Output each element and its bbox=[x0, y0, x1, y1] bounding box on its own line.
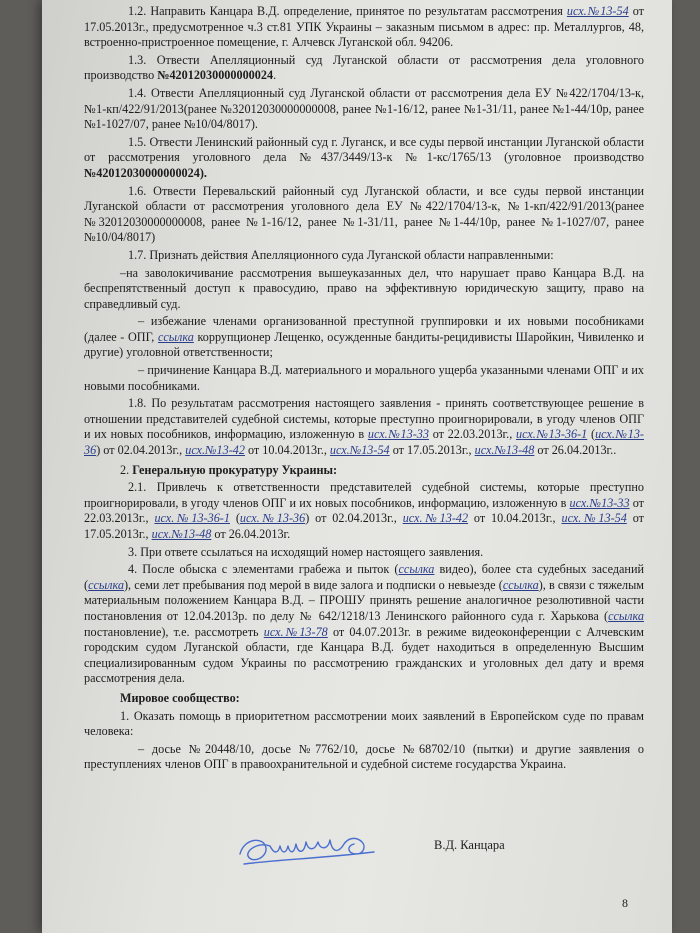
text-run: 1.7. Признать действия Апелляционного суда Луганской области направленными: bbox=[128, 247, 554, 262]
paragraph bbox=[84, 545, 644, 561]
text-run: ( bbox=[229, 511, 240, 526]
text-run: –на заволокичивание рассмотрения вышеуказанных дел, что нарушает право Канцара В.Д. на беспрепятственный доступ к правосудию, право на эффективную юридическую защиту, право на справедливый суд. bbox=[84, 265, 644, 311]
paragraph bbox=[84, 463, 644, 479]
reference-link[interactable]: исх.№13-54 bbox=[329, 443, 390, 458]
reference-link[interactable]: исх.№13-42 bbox=[185, 443, 245, 458]
text-run: ), в связи с тяжелым материальным положением Канцара В.Д. – ПРОШУ принять решение аналогичное резолютивной части постановления от 12.04.2013р. по делу № 642/1218/13 Ленинского районного суда г. Харькова ( bbox=[84, 577, 644, 623]
paragraph bbox=[84, 4, 644, 51]
bold-text: Мировое сообщество: bbox=[120, 690, 240, 705]
text-run: ) от 02.04.2013г., bbox=[96, 443, 186, 458]
text-run: от 17.05.2013г., предусмотренное ч.3 ст.81 УПК Украины – заказным письмом в адрес: пр. Металлургов, 48, встроенно-пристроенное помещение, г. Алчевск Луганской обл. 94206. bbox=[84, 4, 644, 50]
text-run: 1.3. Отвести Апелляционный суд Луганской области от рассмотрения дела уголовного производство bbox=[84, 52, 644, 83]
reference-link[interactable]: ссылка bbox=[88, 577, 124, 592]
text-run: ), семи лет пребывания под мерой в виде залога и подписки о невыезде ( bbox=[123, 577, 503, 592]
reference-link[interactable]: исх.№13-42 bbox=[402, 511, 469, 526]
page-number: 8 bbox=[622, 896, 628, 910]
paragraph bbox=[84, 314, 644, 361]
paragraph bbox=[84, 184, 644, 246]
reference-link[interactable]: исх.№13-36-1 bbox=[154, 511, 230, 526]
paragraph bbox=[84, 742, 644, 773]
signatory-name: В.Д. Канцара bbox=[434, 838, 505, 852]
text-run: от 10.04.2013г., bbox=[468, 511, 562, 526]
text-run: от 22.03.2013г., bbox=[428, 427, 516, 442]
paragraph bbox=[84, 562, 644, 687]
signature-block bbox=[234, 824, 564, 874]
reference-link[interactable]: исх.№13-54 bbox=[561, 511, 627, 526]
paragraph bbox=[84, 135, 644, 182]
paragraph bbox=[84, 53, 644, 84]
text-run: от 04.07.2013г. в режиме видеоконференции с Алчевским городским судом Луганской области, где Канцара В.Д. будет находиться в определенную Высшим специализированным судом Украины по рассмотрению гражданских и уголовных дел дату и время рассмотрения дела. bbox=[84, 624, 644, 686]
text-run: 1.5. Отвести Ленинский районный суд г. Луганск, и все суды первой инстанции Луганской области от рассмотрения уголовного дела №437/3449/13-к №1-кс/1765/13 (уголовное производство bbox=[84, 134, 644, 165]
paragraph bbox=[84, 480, 644, 542]
reference-link[interactable]: исх.№13-36-1 bbox=[516, 427, 588, 442]
bold-text: №42012030000000024). bbox=[84, 165, 207, 180]
text-run: 1.6. Отвести Перевальский районный суд Луганской области, и все суды первой инстанции Луганской области от рассмотрения уголовного дела ЕУ №422/1704/13-к, №1-кп/422/91/2013(ранее №32012030000000008, ранее №1-16/12, ранее №1-31/11, ранее №1-44/10р, ранее №1-1027/07, ранее №10/04/8017) bbox=[84, 183, 644, 245]
text-run: постановление), т.е. рассмотреть bbox=[84, 624, 264, 639]
text-run: 3. При ответе ссылаться на исходящий номер настоящего заявления. bbox=[128, 544, 484, 559]
text-run: от 26.04.2013г. bbox=[211, 527, 291, 541]
bold-text: №42012030000000024 bbox=[157, 68, 274, 83]
reference-link[interactable]: ссылка bbox=[157, 329, 194, 344]
text-run: ( bbox=[587, 427, 596, 442]
text-run: от 22.03.2013г., bbox=[84, 495, 644, 526]
reference-link[interactable]: исх.№13-48 bbox=[151, 527, 212, 541]
text-run: – досье №20448/10, досье №7762/10, досье №68702/10 (пытки) и другие заявления о преступлениях членов ОПГ в правоохранительной и судебной системе государства Украина. bbox=[84, 741, 644, 772]
document-page bbox=[42, 0, 672, 933]
text-run: 1.8. По результатам рассмотрения настоящего заявления - принять соответствующее решение в отношении представителей судебной системы, которые преступно проигнорировали, в угоду членов ОПГ и их новых пособников, информацию, изложенную в bbox=[84, 396, 644, 442]
text-run: ) от 02.04.2013г., bbox=[305, 511, 403, 526]
reference-link[interactable]: исх.№13-36 bbox=[84, 427, 644, 458]
text-run: . bbox=[273, 68, 277, 83]
handwritten-signature bbox=[234, 824, 384, 870]
document-body bbox=[84, 4, 644, 775]
text-run: 1.2. Направить Канцара В.Д. определение, принятое по результатам рассмотрения bbox=[128, 4, 567, 18]
reference-link[interactable]: исх.№13-54 bbox=[566, 4, 629, 18]
text-run: от 17.05.2013г., bbox=[84, 511, 644, 541]
text-run: 2. bbox=[120, 462, 133, 477]
text-run: от 10.04.2013г., bbox=[244, 443, 330, 458]
text-run: 1. Оказать помощь в приоритетном рассмотрении моих заявлений в Европейском суде по правам человека: bbox=[84, 708, 644, 739]
paragraph bbox=[84, 248, 644, 264]
text-run: – причинение Канцара В.Д. материального и морального ущерба указанными членами ОПГ и их новыми пособниками. bbox=[84, 363, 644, 393]
paragraph bbox=[84, 709, 644, 740]
text-run: 4. После обыска с элементами грабежа и пыток ( bbox=[128, 562, 399, 577]
reference-link[interactable]: исх.№13-33 bbox=[569, 495, 630, 510]
text-run: 2.1. Привлечь к ответственности представителей судебной системы, которые преступно проигнорировали, в угоду членов ОПГ и их новых пособников, информацию, изложенную в bbox=[84, 480, 644, 510]
reference-link[interactable]: ссылка bbox=[398, 562, 435, 577]
reference-link[interactable]: ссылка bbox=[502, 577, 539, 592]
reference-link[interactable]: исх.№13-78 bbox=[263, 624, 328, 639]
bold-text: Генеральную прокуратуру Украины: bbox=[132, 462, 338, 477]
paragraph bbox=[84, 691, 644, 707]
reference-link[interactable]: исх.№13-48 bbox=[474, 443, 535, 458]
text-run: 1.4. Отвести Апелляционный суд Луганской области от рассмотрения дела ЕУ №422/1704/13-к, №1-кп/422/91/2013(ранее №32012030000000008, ранее №1-16/12, ранее №1-31/11, ранее №1-44/10р, ранее №1-1027/07, ранее №10/04/8017). bbox=[84, 85, 644, 132]
paragraph bbox=[84, 86, 644, 133]
paragraph bbox=[84, 266, 644, 313]
text-run: – избежание членами организованной преступной группировки и их новыми пособниками (далее - ОПГ, bbox=[84, 314, 644, 344]
text-run: коррупционер Лещенко, осужденные бандиты-рецидивисты Шаройкин, Чивиленко и другие) уголовной ответственности; bbox=[84, 329, 644, 360]
text-run: от 26.04.2013г.. bbox=[534, 443, 617, 458]
text-run: от 17.05.2013г., bbox=[389, 443, 475, 458]
reference-link[interactable]: исх.№13-33 bbox=[367, 427, 429, 442]
paragraph bbox=[84, 396, 644, 458]
reference-link[interactable]: ссылка bbox=[608, 608, 644, 623]
paragraph bbox=[84, 363, 644, 394]
text-run: видео), более ста судебных заседаний ( bbox=[84, 562, 645, 592]
reference-link[interactable]: исх.№13-36 bbox=[239, 511, 306, 526]
